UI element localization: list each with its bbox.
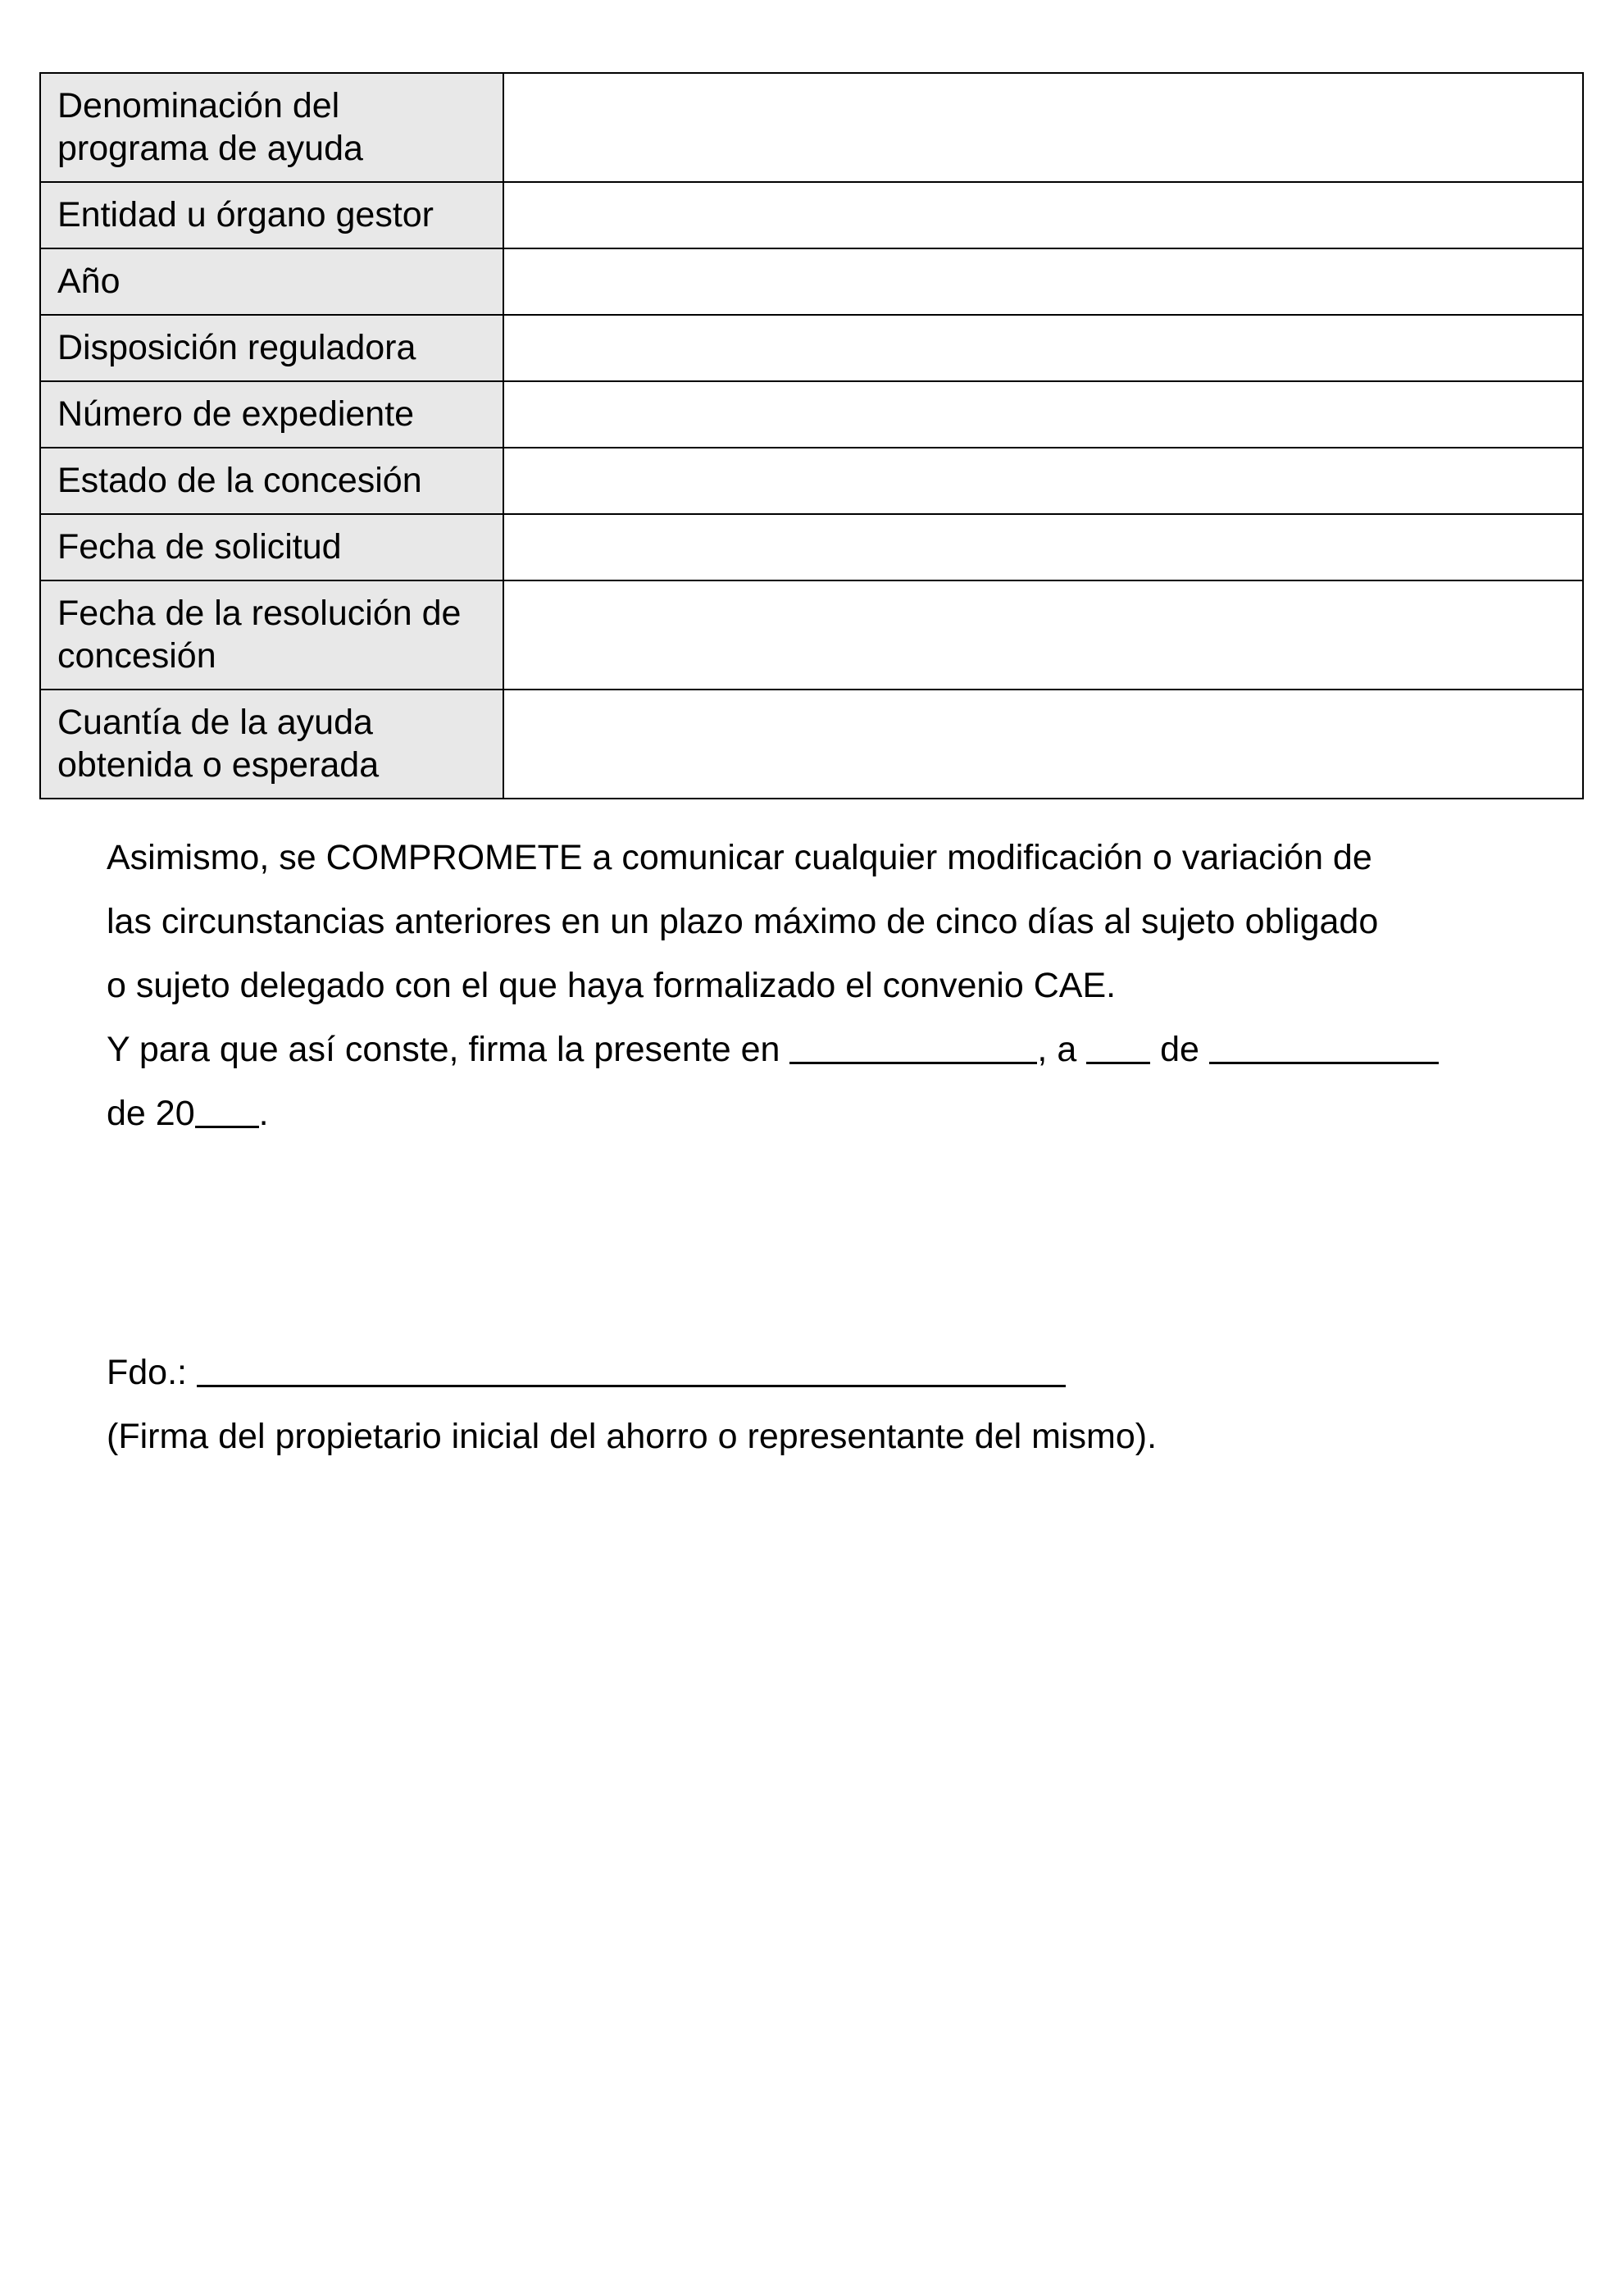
table-row [40, 580, 1583, 690]
row-label-fecha-solicitud: Fecha de solicitud [40, 514, 503, 580]
row-value-fecha-resolucion[interactable] [503, 580, 1583, 690]
closing-year-line [107, 1081, 1541, 1145]
closing-prefix: Y para que así conste, firma la presente en [107, 1030, 790, 1069]
closing-period: . [258, 1094, 269, 1133]
row-value-programa[interactable] [503, 73, 1583, 182]
table-row [40, 690, 1583, 799]
row-label-expediente: Número de expediente [40, 381, 503, 448]
row-label-estado: Estado de la concesión [40, 448, 503, 514]
table-row [40, 315, 1583, 381]
table-row [40, 182, 1583, 248]
day-blank[interactable] [1086, 1062, 1150, 1064]
closing-de: de [1150, 1030, 1209, 1069]
signature-line [107, 1341, 1541, 1404]
row-label-fecha-resolucion: Fecha de la resolución de concesión [40, 580, 503, 690]
table-row [40, 248, 1583, 315]
row-value-cuantia[interactable] [503, 690, 1583, 799]
row-label-programa: Denominación del programa de ayuda [40, 73, 503, 182]
row-label-anio: Año [40, 248, 503, 315]
closing-comma-a: , a [1037, 1030, 1087, 1069]
year-blank[interactable] [195, 1126, 259, 1128]
signature-blank[interactable] [197, 1385, 1066, 1387]
row-value-fecha-solicitud[interactable] [503, 514, 1583, 580]
closing-line [107, 1017, 1541, 1081]
row-value-entidad[interactable] [503, 182, 1583, 248]
month-blank[interactable] [1209, 1062, 1439, 1064]
commitment-line: o sujeto delegado con el que haya formalizado el convenio CAE. [107, 966, 1117, 1005]
row-value-anio[interactable] [503, 248, 1583, 315]
table-row [40, 381, 1583, 448]
signature-caption: (Firma del propietario inicial del ahorro o representante del mismo). [107, 1417, 1158, 1456]
commitment-line: Asimismo, se COMPROMETE a comunicar cualquier modificación o variación de [107, 838, 1372, 877]
commitment-line: las circunstancias anteriores en un plazo máximo de cinco días al sujeto obligado [107, 902, 1379, 941]
signature-block [107, 1341, 1541, 1468]
row-value-estado[interactable] [503, 448, 1583, 514]
row-label-cuantia: Cuantía de la ayuda obtenida o esperada [40, 690, 503, 799]
place-blank[interactable] [789, 1062, 1037, 1064]
commitment-paragraph [107, 826, 1541, 1145]
table-row [40, 73, 1583, 182]
row-value-disposicion[interactable] [503, 315, 1583, 381]
table-row [40, 448, 1583, 514]
year-prefix: de 20 [107, 1094, 195, 1133]
signature-label: Fdo.: [107, 1353, 197, 1392]
row-value-expediente[interactable] [503, 381, 1583, 448]
row-label-entidad: Entidad u órgano gestor [40, 182, 503, 248]
row-label-disposicion: Disposición reguladora [40, 315, 503, 381]
aid-info-table [39, 72, 1584, 799]
table-row [40, 514, 1583, 580]
